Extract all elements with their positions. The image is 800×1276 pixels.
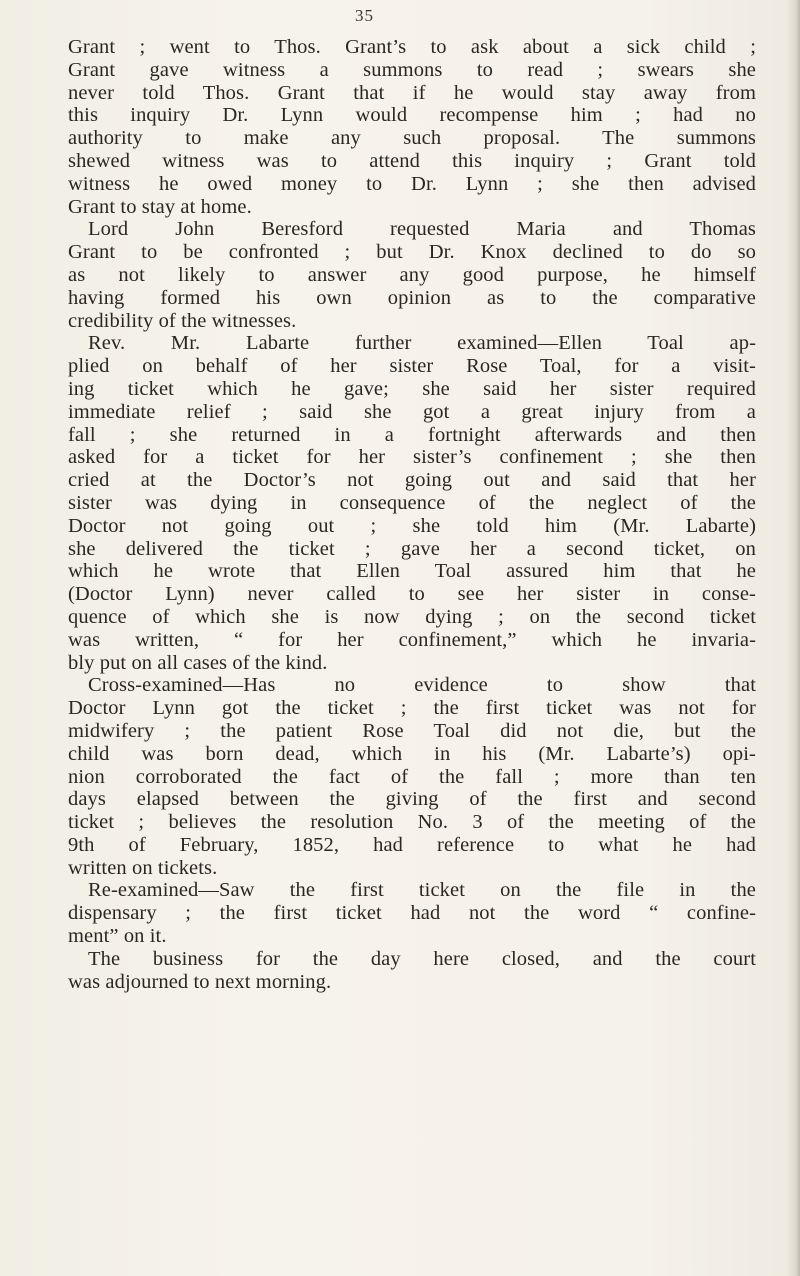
- text-line: Grant ; went to Thos. Grant’s to ask about a sick child ;: [68, 36, 756, 58]
- text-line: having formed his own opinion as to the comparative: [68, 286, 756, 309]
- text-line: authority to make any such proposal. The summons: [68, 127, 756, 150]
- text-line: which he wrote that Ellen Toal assured him that he: [68, 560, 756, 583]
- text-line: shewed witness was to attend this inquiry ; Grant told: [68, 149, 756, 172]
- text-line: nion corroborated the fact of the fall ; more than ten: [68, 765, 756, 788]
- text-line: ing ticket which he gave; she said her sister required: [68, 377, 756, 400]
- text-line: ticket ; believes the resolution No. 3 of the meeting of the: [68, 811, 756, 834]
- text-line: Lord John Beresford requested Maria and Thomas: [88, 218, 756, 241]
- text-line: Grant gave witness a summons to read ; swears she: [68, 58, 756, 81]
- body-text: [68, 36, 756, 993]
- text-line: was written, “ for her confinement,” which he invaria-: [68, 628, 756, 651]
- text-line: Cross-examined—Has no evidence to show that: [88, 674, 756, 697]
- text-line: cried at the Doctor’s not going out and said that her: [68, 469, 756, 492]
- text-line: fall ; she returned in a fortnight afterwards and then: [68, 423, 756, 446]
- text-line: child was born dead, which in his (Mr. Labarte’s) opi-: [68, 742, 756, 765]
- text-line: Doctor Lynn got the ticket ; the first ticket was not for: [68, 697, 756, 720]
- text-line: (Doctor Lynn) never called to see her sister in conse-: [68, 583, 756, 606]
- text-line: Grant to stay at home.: [68, 195, 252, 218]
- page-number: 35: [355, 6, 374, 25]
- text-line: midwifery ; the patient Rose Toal did not die, but the: [68, 719, 756, 742]
- text-line: bly put on all cases of the kind.: [68, 651, 328, 674]
- text-line: credibility of the witnesses.: [68, 309, 297, 332]
- text-line: quence of which she is now dying ; on the second ticket: [68, 605, 756, 628]
- text-line: dispensary ; the first ticket had not the word “ confine-: [68, 902, 756, 925]
- text-line: witness he owed money to Dr. Lynn ; she then advised: [68, 172, 756, 195]
- text-line: never told Thos. Grant that if he would stay away from: [68, 81, 756, 104]
- text-line: 9th of February, 1852, had reference to what he had: [68, 833, 756, 856]
- page-edge-shadow: [786, 0, 800, 1276]
- text-line: written on tickets.: [68, 856, 218, 879]
- text-line: as not likely to answer any good purpose, he himself: [68, 263, 756, 286]
- text-line: plied on behalf of her sister Rose Toal, for a visit-: [68, 355, 756, 378]
- text-line: sister was dying in consequence of the neglect of the: [68, 491, 756, 514]
- text-line: ment” on it.: [68, 925, 167, 948]
- text-line: Re-examined—Saw the first ticket on the file in the: [88, 879, 756, 902]
- text-line: she delivered the ticket ; gave her a second ticket, on: [68, 537, 756, 560]
- text-line: was adjourned to next morning.: [68, 970, 332, 993]
- text-line: this inquiry Dr. Lynn would recompense him ; had no: [68, 104, 756, 127]
- text-line: asked for a ticket for her sister’s confinement ; she then: [68, 446, 756, 469]
- text-line: days elapsed between the giving of the first and second: [68, 788, 756, 811]
- text-line: Doctor not going out ; she told him (Mr. Labarte): [68, 514, 756, 537]
- text-line: Grant to be confronted ; but Dr. Knox declined to do so: [68, 241, 756, 264]
- text-line: The business for the day here closed, and the court: [88, 947, 756, 970]
- text-line: immediate relief ; said she got a great injury from a: [68, 400, 756, 423]
- text-line: Rev. Mr. Labarte further examined—Ellen Toal ap-: [88, 332, 756, 355]
